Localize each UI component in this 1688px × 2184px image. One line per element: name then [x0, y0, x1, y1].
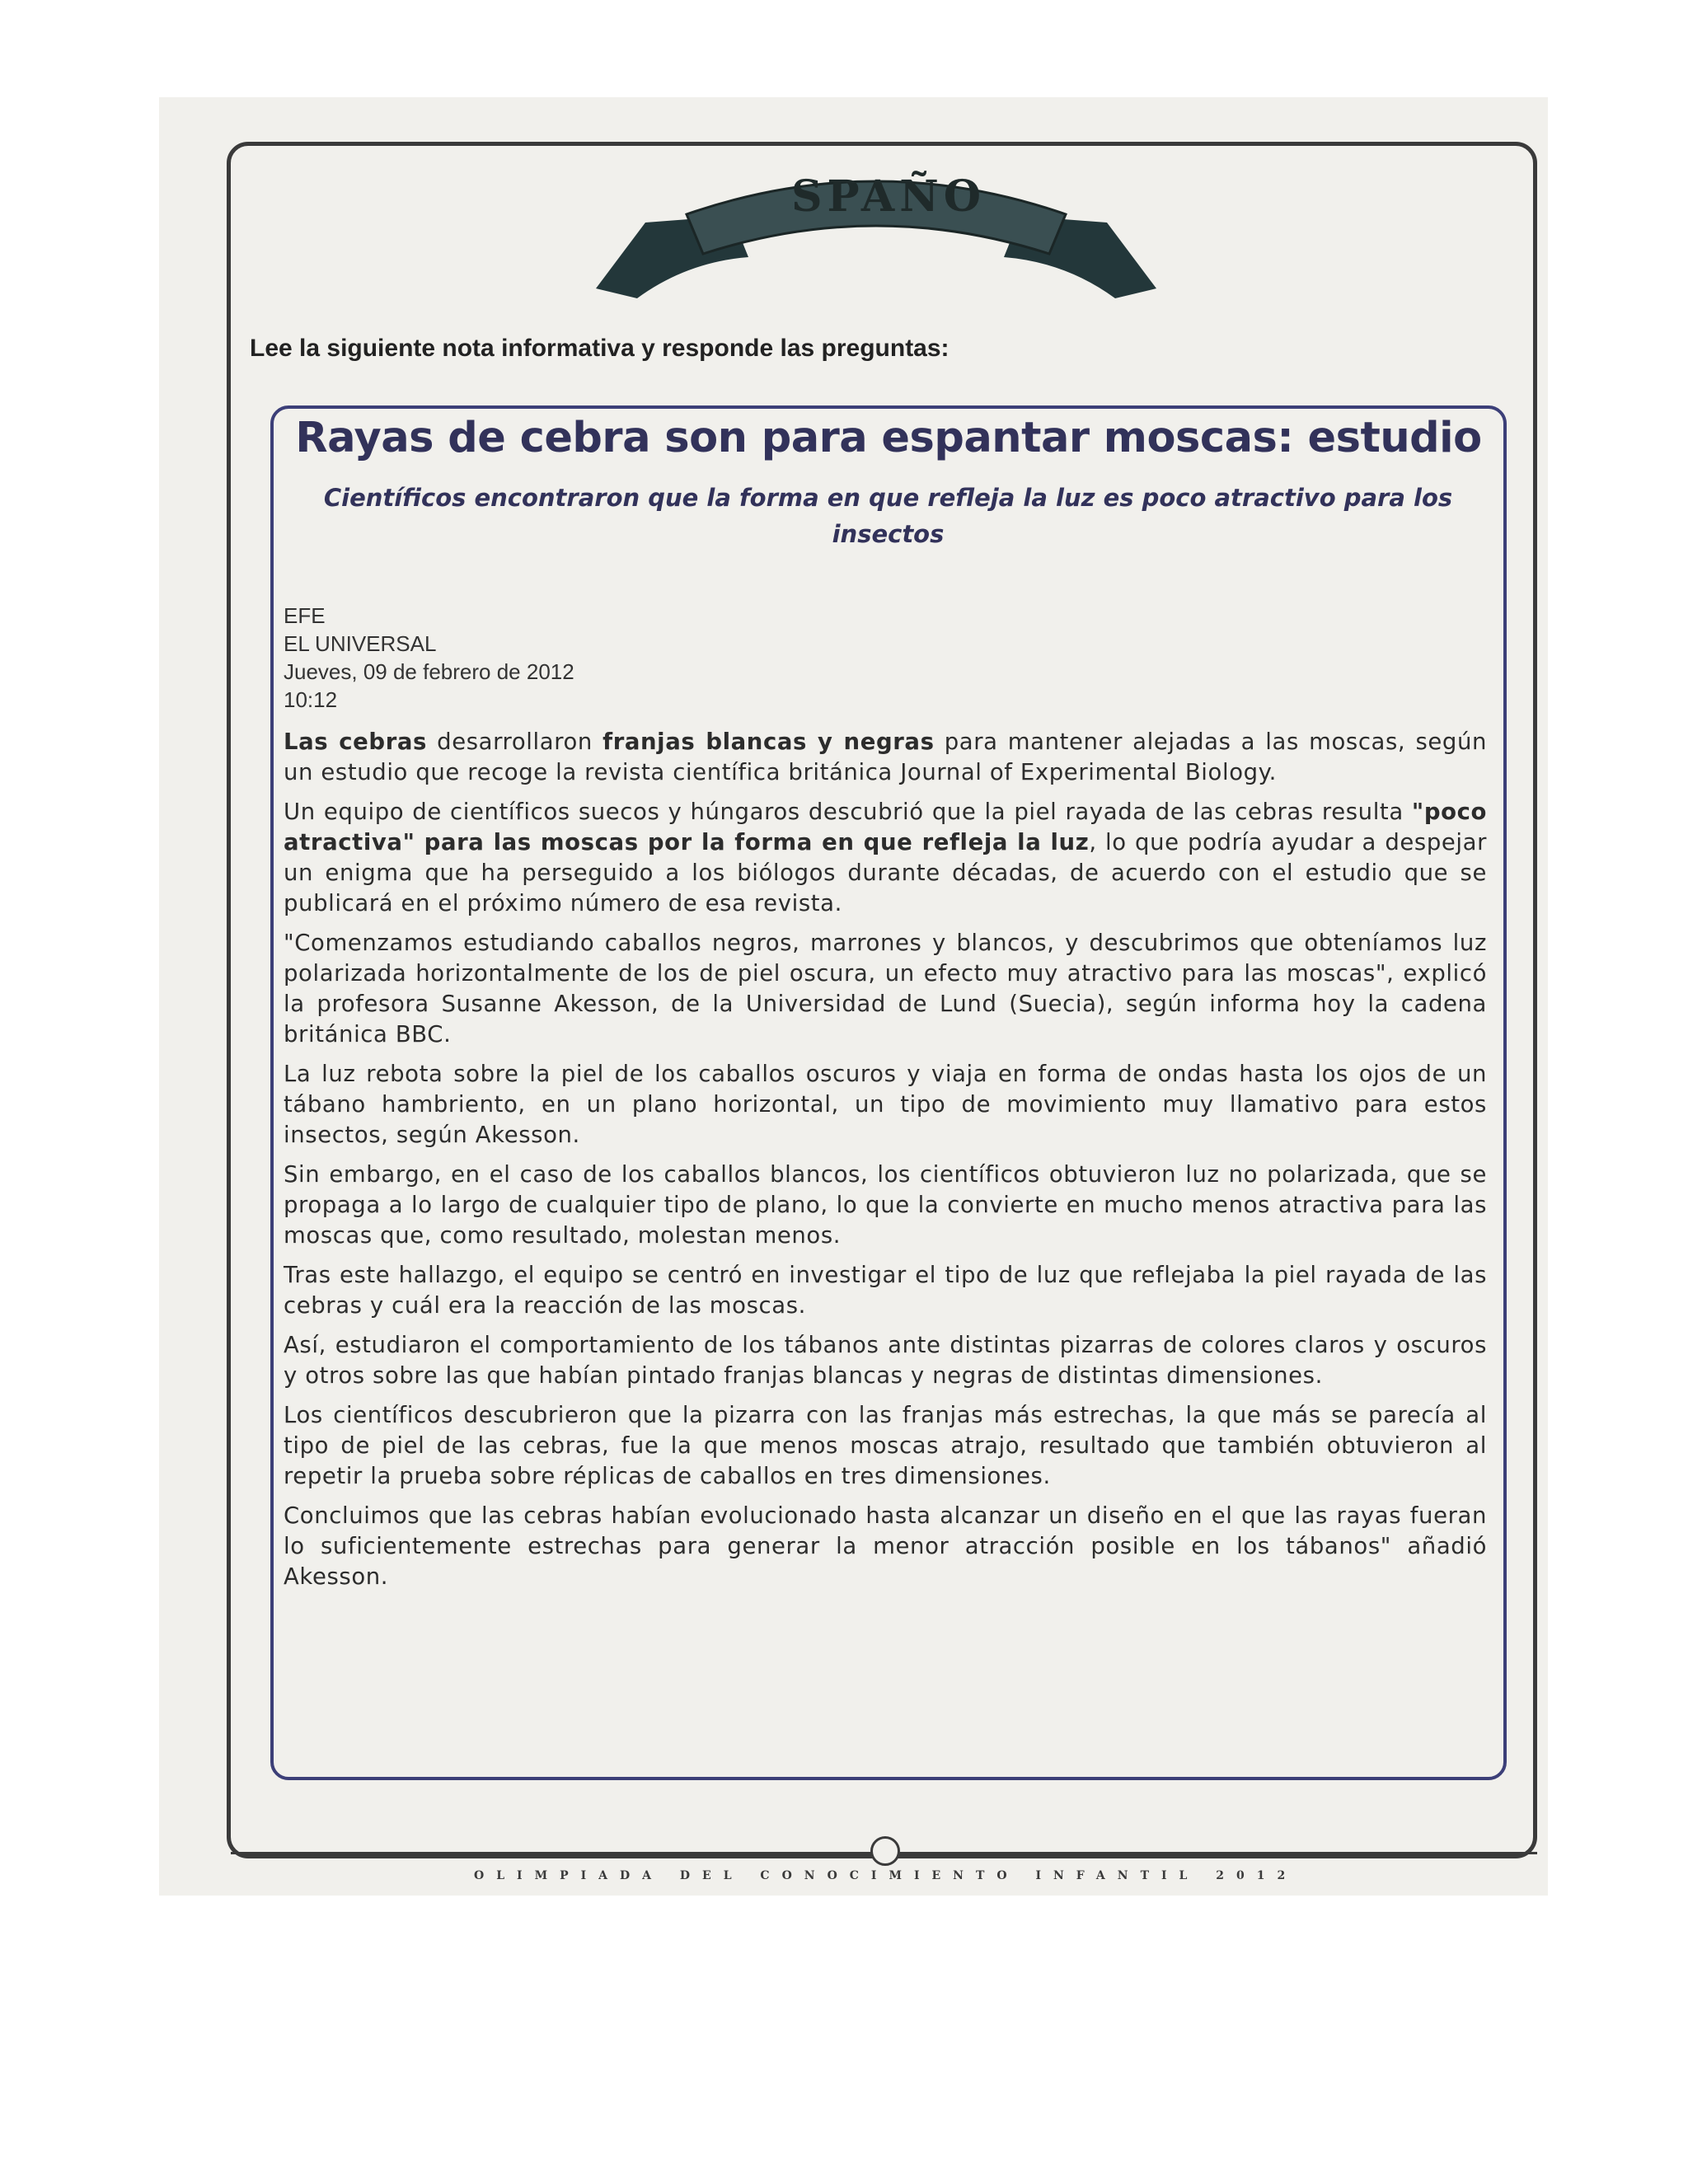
meta-source: EL UNIVERSAL — [284, 631, 437, 656]
instructions: Lee la siguiente nota informativa y responde las preguntas: — [250, 335, 950, 362]
paragraph-1: Las cebras desarrollaron franjas blancas y negras para mantener alejadas a las moscas, según un estudio que recoge la revista científica británica Journal of Experimental Biology. — [284, 729, 1488, 785]
meta-agency: EFE — [284, 603, 326, 628]
meta-time: 10:12 — [284, 687, 338, 712]
banner-label: SPAÑO — [791, 171, 987, 222]
paragraph-3: "Comenzamos estudiando caballos negros, marrones y blancos, y descubrimos que obteníamos luz polarizada horizontalmente de los de piel oscura, un efecto muy atractivo para las moscas", explicó la profesora Susanne Akesson, de la Universidad de Lund (Suecia), según informa hoy la cadena británica BBC. — [284, 930, 1487, 1047]
paragraph-8: Los científicos descubrieron que la pizarra con las franjas más estrechas, la que más se parecía al tipo de piel de las cebras, fue la que menos moscas atrajo, resultado que también obtuvieron al repetir la prueba sobre réplicas de caballos en tres dimensiones. — [284, 1402, 1487, 1489]
paragraph-4: La luz rebota sobre la piel de los caballos oscuros y viaja en forma de ondas hasta los ojos de un tábano hambriento, en un plano horizontal, un tipo de movimiento muy llamativo para estos insectos, según Akesson. — [284, 1061, 1487, 1148]
footer-label: OLIMPIADA DEL CONOCIMIENTO INFANTIL 2012 — [474, 1869, 1298, 1882]
bold-text: franjas blancas y negras — [603, 729, 935, 755]
paragraph-2: Un equipo de científicos suecos y húngaros descubrió que la piel rayada de las cebras resulta "poco atractiva" para las moscas por la forma en que refleja la luz, lo que podría ayudar a despejar un enigma que ha perseguido a los biólogos durante décadas, de acuerdo con el estudio que se publicará en el próximo número de esa revista. — [284, 799, 1487, 916]
bold-text: Las cebras — [284, 729, 427, 755]
emblem-icon — [870, 1836, 900, 1866]
bold-text: "poco atractiva" para las moscas por la forma en que refleja la luz — [284, 799, 1487, 855]
paragraph-6: Tras este hallazgo, el equipo se centró en investigar el tipo de luz que reflejaba la piel rayada de las cebras y cuál era la reacción de las moscas. — [284, 1262, 1487, 1319]
article-body — [284, 727, 1487, 1601]
article-subtitle: Científicos encontraron que la forma en que refleja la luz es poco atractivo para los insectos — [323, 484, 1453, 548]
paragraph-9: Concluimos que las cebras habían evolucionado hasta alcanzar un diseño en el que las rayas fueran lo suficientemente estrechas para generar la menor atracción posible en los tábanos" añadió Akesson. — [284, 1502, 1487, 1590]
paragraph-7: Así, estudiaron el comportamiento de los tábanos ante distintas pizarras de colores claros y oscuros y otros sobre las que habían pintado franjas blancas y negras de distintas dimensiones. — [284, 1332, 1487, 1389]
article-title: Rayas de cebra son para espantar moscas: estudio — [295, 414, 1482, 462]
meta-date: Jueves, 09 de febrero de 2012 — [284, 659, 574, 684]
paragraph-5: Sin embargo, en el caso de los caballos blancos, los científicos obtuvieron luz no polarizada, que se propaga a lo largo de cualquier tipo de plano, lo que la convierte en mucho menos atractiva para las moscas que, como resultado, molestan menos. — [284, 1161, 1487, 1249]
article-meta — [284, 602, 574, 714]
